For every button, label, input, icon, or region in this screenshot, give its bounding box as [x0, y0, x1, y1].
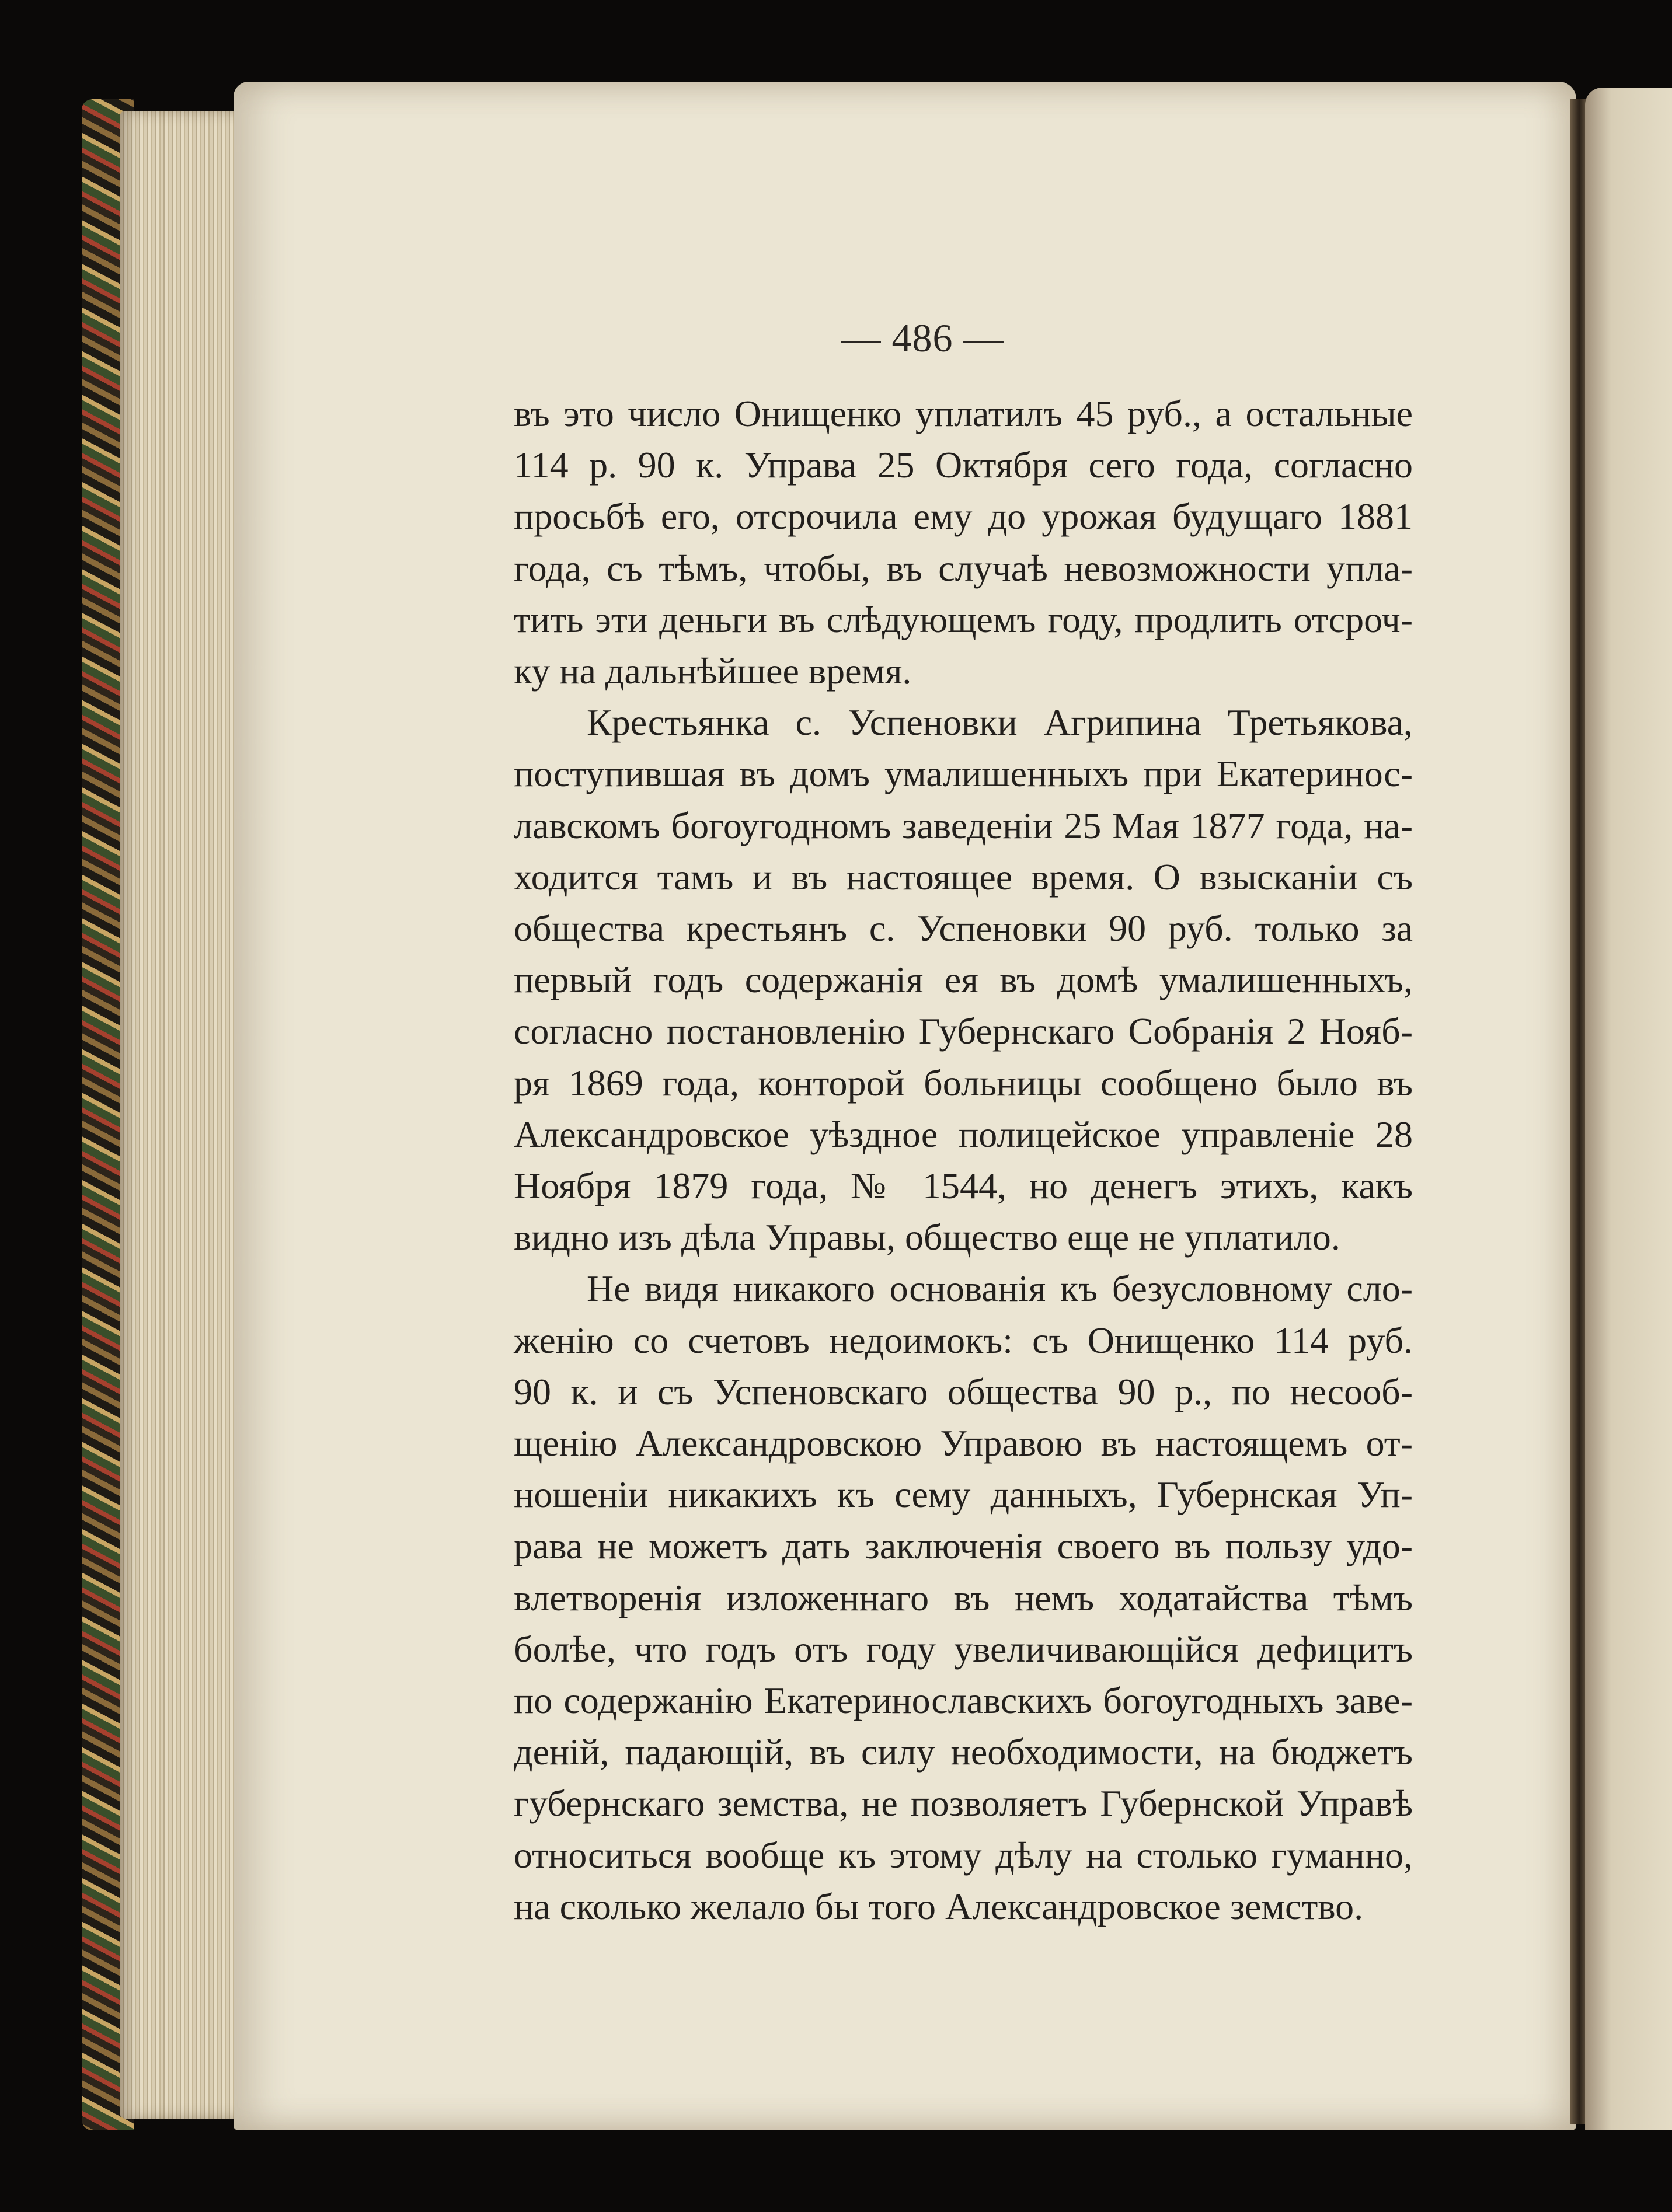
text-line: лавскомъ богоугодномъ заведеніи 25 Мая 1877 года, на- [514, 804, 1413, 846]
text-line: 90 к. и съ Успеновскаго общества 90 р., по несооб- [514, 1370, 1413, 1412]
text-line: ря 1869 года, конторой больницы сообщено было въ [514, 1062, 1413, 1104]
text-line: поступившая въ домъ умалишенныхъ при Екатеринос- [514, 753, 1413, 795]
text-line: по содержанію Екатеринославскихъ богоугодныхъ заве- [514, 1680, 1413, 1722]
text-line: влетворенія изложеннаго въ немъ ходатайства тѣмъ [514, 1576, 1413, 1618]
text-line: Не видя никакого основанія къ безусловному сло- [587, 1268, 1413, 1310]
text-line: на сколько желало бы того Александровское земство. [514, 1885, 1364, 1927]
text-line: Ноября 1879 года, № 1544, но денегъ этихъ, какъ [514, 1165, 1413, 1207]
text-line: женію со счетовъ недоимокъ: съ Онищенко 114 руб. [514, 1319, 1413, 1361]
page-number: — 486 — [841, 316, 1004, 360]
text-line: рава не можетъ дать заключенія своего въ пользу удо- [514, 1525, 1413, 1567]
text-line: щенію Александровскою Управою въ настоящемъ от- [514, 1422, 1413, 1464]
text-line: общества крестьянъ с. Успеновки 90 руб. только за [514, 908, 1413, 950]
text-line: ношеніи никакихъ къ сему данныхъ, Губернская Уп- [514, 1474, 1413, 1516]
text-line: относиться вообще къ этому дѣлу на столько гуманно, [514, 1834, 1413, 1876]
text-line: Крестьянка с. Успеновки Агрипина Третьякова, [587, 702, 1413, 744]
text-line: болѣе, что годъ отъ году увеличивающійся дефицитъ [514, 1628, 1413, 1670]
next-page-edge [1585, 88, 1672, 2130]
text-line: ку на дальнѣйшее время. [514, 650, 912, 692]
text-line: тить эти деньги въ слѣдующемъ году, продлить отсроч- [514, 598, 1413, 640]
text-line: деній, падающій, въ силу необходимости, на бюджетъ [514, 1731, 1413, 1773]
text-line: года, съ тѣмъ, чтобы, въ случаѣ невозможности упла- [514, 547, 1413, 589]
text-line: ходится тамъ и въ настоящее время. О взысканіи съ [514, 856, 1413, 898]
text-line: губернскаго земства, не позволяетъ Губернской Управѣ [514, 1782, 1413, 1824]
text-line: первый годъ содержанія ея въ домѣ умалишенныхъ, [514, 959, 1413, 1001]
text-line: въ это число Онищенко уплатилъ 45 руб., а остальные [514, 393, 1413, 434]
text-line: согласно постановленію Губернскаго Собранія 2 Нояб- [514, 1010, 1413, 1052]
text-line: Александровское уѣздное полицейское управленіе 28 [514, 1113, 1413, 1155]
body-text [514, 388, 1413, 1932]
text-line: видно изъ дѣла Управы, общество еще не уплатило. [514, 1216, 1340, 1258]
text-line: просьбѣ его, отсрочила ему до урожая будущаго 1881 [514, 496, 1413, 538]
text-line: 114 р. 90 к. Управа 25 Октября сего года, согласно [514, 444, 1413, 486]
